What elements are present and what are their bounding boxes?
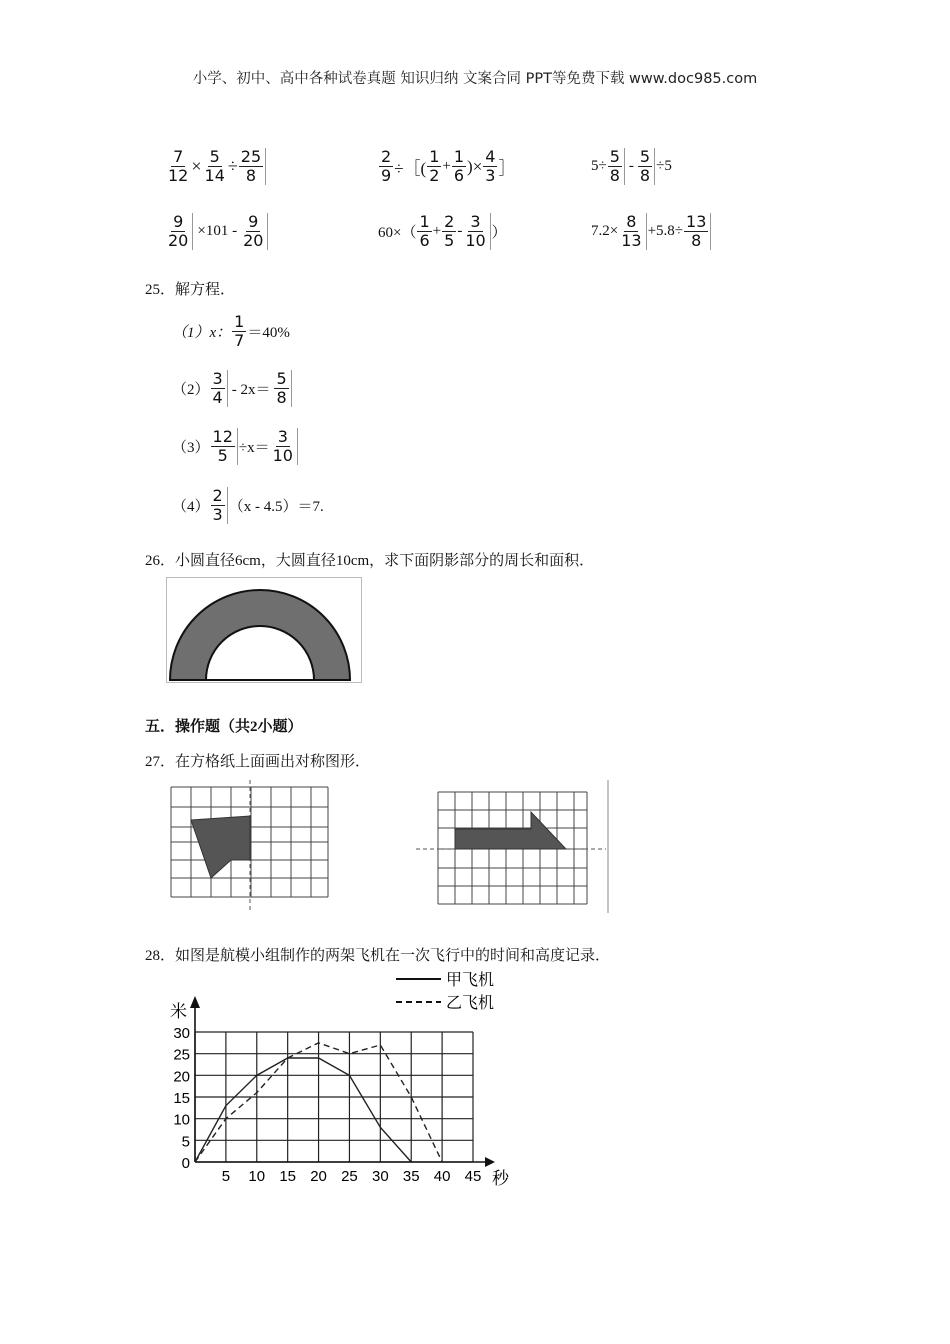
calc-expression-1: $\frac{7}{12}$ × $\frac{5}{14}$ ÷ $\frac{25}{8}$ bbox=[165, 148, 267, 185]
page-header: 小学、初中、高中各种试卷真题 知识归纳 文案合同 PPT等免费下载 www.doc985.com bbox=[192, 71, 758, 87]
x-axis-arrow bbox=[485, 1157, 495, 1167]
x-tick-label: 20 bbox=[310, 1168, 327, 1185]
grid-figure-right bbox=[416, 780, 610, 913]
y-tick-label: 20 bbox=[173, 1068, 190, 1086]
chart-axes bbox=[190, 996, 495, 1167]
chart-ylabel: 米 bbox=[170, 1002, 187, 1021]
calc-expression-6: 7.2× $\frac{8}{13}$ +5.8÷ $\frac{13}{8}$ bbox=[591, 213, 712, 250]
chart-tick-labels bbox=[173, 1025, 481, 1185]
y-tick-label: 25 bbox=[173, 1046, 190, 1064]
question-25-title: 25．解方程． bbox=[145, 282, 236, 298]
equation-3: （3） $\frac{12}{5}$ ÷x＝ $\frac{3}{10}$ bbox=[172, 428, 299, 465]
legend-label-1: 甲飞机 bbox=[446, 972, 495, 989]
x-tick-label: 40 bbox=[433, 1168, 451, 1185]
y-tick-label: 15 bbox=[173, 1090, 190, 1107]
question-28-title: 28．如图是航模小组制作的两架飞机在一次飞行中的时间和高度记录． bbox=[145, 948, 611, 964]
calc-expression-4: $\frac{9}{20}$ ×101 - $\frac{9}{20}$ bbox=[165, 213, 269, 250]
y-tick-label: 0 bbox=[181, 1155, 190, 1172]
x-tick-label: 10 bbox=[248, 1168, 266, 1185]
y-tick-label: 5 bbox=[181, 1133, 190, 1151]
y-tick-label: 30 bbox=[173, 1025, 190, 1042]
calc-expression-5: 60×（ $\frac{1}{6}$ + $\frac{2}{5}$ - $\frac{3}{10}$ ） bbox=[378, 212, 507, 250]
x-tick-label: 25 bbox=[341, 1168, 358, 1185]
flight-line-chart bbox=[166, 970, 516, 1195]
y-axis-arrow bbox=[190, 996, 200, 1008]
x-tick-label: 45 bbox=[464, 1168, 482, 1185]
equation-2: （2） $\frac{3}{4}$ - 2x＝ $\frac{5}{8}$ bbox=[172, 370, 293, 407]
grid-figure-left bbox=[166, 780, 361, 910]
x-tick-label: 35 bbox=[402, 1168, 420, 1185]
legend-label-2: 乙飞机 bbox=[446, 995, 495, 1012]
calc-expression-3: 5÷ $\frac{5}{8}$ - $\frac{5}{8}$ ÷5 bbox=[591, 147, 672, 185]
chart-grid bbox=[195, 1032, 473, 1162]
calc-expression-2: $\frac{2}{9}$ ÷［( $\frac{1}{2}$ + $\frac{1}{6}$ )× $\frac{4}{3}$ ］ bbox=[381, 147, 516, 185]
x-tick-label: 30 bbox=[371, 1168, 389, 1185]
chart-legend bbox=[396, 971, 494, 1012]
question-26-title: 26．小圆直径6cm，大圆直径10cm，求下面阴影部分的周长和面积． bbox=[145, 553, 595, 569]
equation-1: （1）x： $\frac{1}{7}$ ＝40% bbox=[172, 312, 290, 350]
section-5-title: 五．操作题（共2小题） bbox=[145, 719, 303, 735]
x-tick-label: 5 bbox=[221, 1168, 231, 1185]
question-27-title: 27．在方格纸上面画出对称图形． bbox=[145, 754, 371, 770]
y-tick-label: 10 bbox=[173, 1111, 190, 1129]
chart-xlabel: 秒 bbox=[492, 1169, 509, 1188]
semicircle-ring-figure bbox=[166, 577, 362, 683]
series-line-jia bbox=[195, 1058, 411, 1162]
x-tick-label: 15 bbox=[279, 1168, 297, 1185]
equation-4: （4） $\frac{2}{3}$ （x - 4.5）＝7. bbox=[172, 486, 324, 524]
